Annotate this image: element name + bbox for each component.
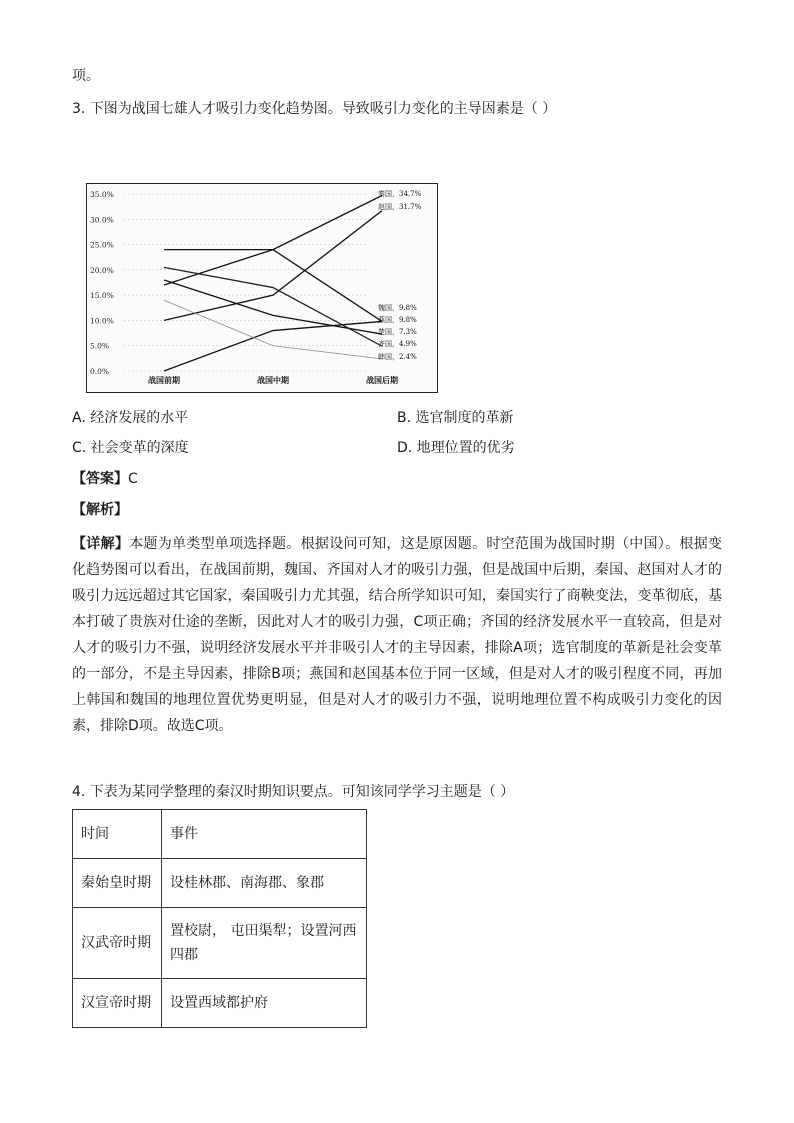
series-label: 楚国，7.3%: [378, 328, 417, 336]
y-tick-label: 5.0%: [90, 341, 110, 351]
detail-text: 本题为单类型单项选择题。根据设问可知，这是原因题。时空范围为战国时期（中国）。根据变化趋势图可以看出，在战国前期，魏国、齐国对人才的吸引力强，但是战国中后期，秦国、赵国对人才的吸引力远远超过其它国家，秦国吸引力尤其强，结合所学知识可知，秦国实行了商鞅变法，变革彻底，基本打破了贵族对仕途的垄断，因此对人才的吸引力强，C项正确；齐国的经济发展水平一直较高，但是对人才的吸引力不强，说明经济发展水平并非吸引人才的主导因素，排除A项；选官制度的革新是社会变革的一部分，不是主导因素，排除B项；燕国和赵国基本位于同一区域，但是对人才的吸引程度不同，再加上韩国和魏国的地理位置优势更明显，但是对人才的吸引力不强，说明地理位置不构成吸引力变化的因素，排除D项。故选C项。: [72, 536, 722, 734]
table-cell-time: 汉宣帝时期: [73, 979, 162, 1028]
y-tick-label: 30.0%: [90, 215, 114, 225]
y-tick-label: 20.0%: [90, 265, 114, 275]
y-tick-label: 0.0%: [90, 367, 110, 376]
x-tick-label: 战国前期: [148, 376, 180, 385]
series-label: 齐国，4.9%: [378, 340, 417, 348]
y-tick-label: 25.0%: [90, 240, 114, 250]
series-label: 秦国，34.7%: [378, 190, 422, 198]
series-label: 魏国，9.8%: [378, 304, 417, 312]
table-cell-time: 汉武帝时期: [73, 908, 162, 979]
table-cell-time: 秦始皇时期: [73, 859, 162, 908]
table-row: [73, 859, 367, 908]
y-tick-label: 35.0%: [90, 190, 114, 199]
option-c[interactable]: C. 社会变革的深度: [72, 440, 189, 456]
detail-label: 【详解】: [72, 536, 130, 552]
answer-value: C: [128, 471, 138, 487]
y-tick-label: 15.0%: [90, 291, 114, 301]
answer-line: [72, 469, 138, 489]
analysis-label: [72, 500, 128, 520]
table-header-event: 事件: [162, 810, 367, 859]
series-label: 韩国，2.4%: [378, 353, 417, 361]
table-row: [73, 908, 367, 979]
table-row: [73, 979, 367, 1028]
question-4-stem: 4. 下表为某同学整理的秦汉时期知识要点。可知该同学学习主题是（ ）: [72, 784, 515, 800]
previous-answer-tail: 项。: [72, 68, 100, 84]
knowledge-table: [72, 809, 367, 1028]
option-b[interactable]: B. 选官制度的革新: [397, 410, 514, 426]
table-cell-event: 置校尉， 屯田渠犁；设置河西四郡: [162, 908, 367, 979]
option-d[interactable]: D. 地理位置的优劣: [397, 440, 515, 456]
series-label: 赵国，31.7%: [378, 203, 422, 211]
table-cell-event: 设桂林郡、南海郡、象郡: [162, 859, 367, 908]
talent-attraction-line-chart: [86, 183, 438, 393]
table-header-row: [73, 810, 367, 859]
x-tick-label: 战国中期: [257, 376, 289, 385]
series-label: 燕国，9.8%: [378, 316, 417, 324]
option-a[interactable]: A. 经济发展的水平: [72, 410, 189, 426]
analysis-label-text: 【解析】: [72, 502, 128, 518]
chart-frame: [87, 184, 438, 393]
table-cell-event: 设置西域都护府: [162, 979, 367, 1028]
x-tick-label: 战国后期: [366, 376, 398, 385]
y-tick-label: 10.0%: [90, 316, 114, 326]
detail-paragraph: [72, 531, 722, 739]
table-header-time: 时间: [73, 810, 162, 859]
question-3-stem: 3. 下图为战国七雄人才吸引力变化趋势图。导致吸引力变化的主导因素是（ ）: [72, 101, 557, 117]
answer-label: 【答案】: [72, 471, 128, 487]
